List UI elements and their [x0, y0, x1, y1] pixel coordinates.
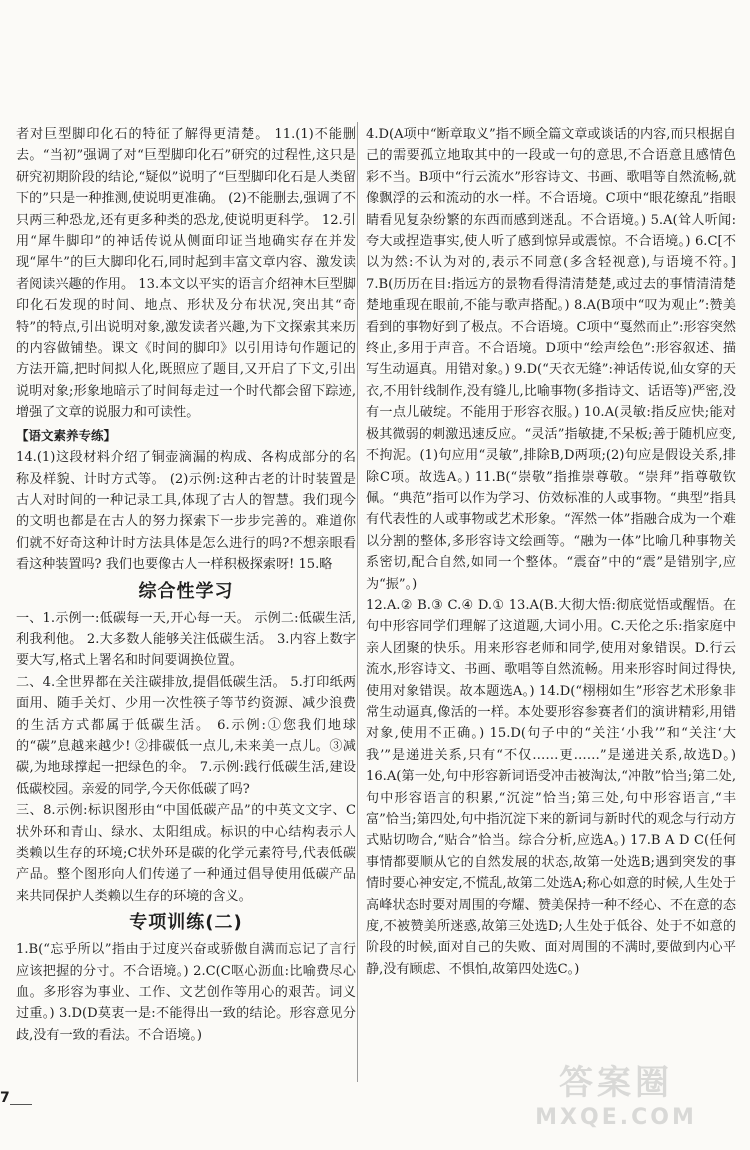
left-column [16, 124, 356, 1046]
watermark-url: MXQE.COM [535, 1105, 697, 1130]
section-title-special-training: 专项训练(二) [129, 912, 243, 934]
page-number-rule [10, 1104, 32, 1105]
answer-paragraph: 者对巨型脚印化石的特征了解得更清楚。 11.(1)不能删去。“当初”强调了对“巨型脚印化石”研究的过程性,这只是研究初期阶段的结论,“疑似”说明了“巨型脚印化石是人类留下的”只是一种推测,使说明更准确。 (2)不能删去,强调了不只两三种恐龙,还有更多种类的恐龙,使说明更科学。 12.引用“犀牛脚印”的神话传说从侧面印证当地确实存在并发现“犀牛”的巨大脚印化石,同时起到丰富文章内容、激发读者阅读兴趣的作用。 13.本文以平实的语言介绍神木巨型脚印化石发现的时间、地点、形状及分布状况,突出其“奇特”的特点,引出说明对象,激发读者兴趣,为下文探索其来历的内容做铺垫。课文《时间的脚印》以引用诗句作题记的方法开篇,把时间拟人化,既照应了题目,又开启了下文,引出说明对象;形象地暗示了时间每走过一个时代都会留下踪迹,增强了文章的说服力和可读性。 [16, 127, 356, 421]
page-number: 7 [0, 1090, 10, 1106]
answer-paragraph: 4.D(A项中“断章取义”指不顾全篇文章或谈话的内容,而只根据自己的需要孤立地取其中的一段或一句的意思,不合语意且感情色彩不当。B项中“行云流水”形容诗文、书画、歌唱等自然流畅,就像飘浮的云和流动的水一样。不合语境。C项中“眼花缭乱”指眼睛看见复杂纷繁的东西而感到迷乱。不合语境。) 5.A(耸人听闻:夸大或捏造事实,使人听了感到惊异或震惊。不合语境。) 6.C[不以为然:不认为对的,表示不同意(多含轻视意),与语境不符。] 7.B(历历在目:指远方的景物看得清清楚楚,或过去的事情清清楚楚地重现在眼前,不能与歌声搭配。) 8.A(B项中“叹为观止”:赞美看到的事物好到了极点。不合语境。C项中“戛然而止”:形容突然终止,多用于声音。不合语境。D项中“绘声绘色”:形容叙述、描写生动逼真。用错对象。) 9.D(“天衣无缝”:神话传说,仙女穿的天衣,不用针线制作,没有缝儿,比喻事物(多指诗文、话语等)严密,没有一点儿破绽。不能用于形容衣服。) 10.A(灵敏:指反应快;能对极其微弱的刺激迅速反应。“灵活”指敏捷,不呆板;善于随机应变,不拘泥。(1)句应用“灵敏”,排除B,D两项;(2)句应是假设关系,排除C项。故选A。) 11.B(“崇敬”指推崇尊敬。“崇拜”指尊敬钦佩。“典范”指可以作为学习、仿效标准的人或事物。“典型”指具有代表性的人或事物或艺术形象。“浑然一体”指融合成为一个难以分割的整体,多形容诗文绘画等。“融为一体”比喻几种事物关系密切,配合自然,如同一个整体。“震奋”中的“震”是错别字,应为“振”。) [366, 127, 736, 592]
column-divider [357, 122, 358, 1082]
answer-item: 二、4.全世界都在关注碳排放,提倡低碳生活。 5.打印纸两面用、随手关灯、少用一次性筷子等节约资源、减少浪费的生活方式都属于低碳生活。 6.示例:①您我们地球的“碳”息越来越少! ②排碳低一点儿,未来美一点儿。③减碳,为地球撑起一把绿色的伞。 7.示例:践行低碳生活,建设低碳校园。亲爱的同学,今天你低碳了吗? [16, 674, 356, 797]
answer-item: 三、8.示例:标识图形由“中国低碳产品”的中英文文字、C状外环和青山、绿水、太阳组成。标识的中心结构表示人类赖以生存的环境;C状外环是碳的化学元素符号,代表低碳产品。整个图形向人们传递了一种通过倡导使用低碳产品来共同保护人类赖以生存的环境的含义。 [16, 803, 356, 904]
answer-paragraph: 14.(1)这段材料介绍了铜壶滴漏的构成、各构成部分的名称及样貌、计时方式等。 (2)示例:这种古老的计时装置是古人对时间的一种记录工具,体现了古人的智慧。我们现今的文明也都是在古人的努力探索下一步步完善的。难道你们就不好奇这种计时方法具体是怎么进行的吗?不想亲眼看看这种装置吗? 我们也要像古人一样积极探索呀! 15.略 [16, 450, 356, 573]
answer-paragraph: 1.B(“忘乎所以”指由于过度兴奋或骄傲自满而忘记了言行应该把握的分寸。不合语境。) 2.C(C呕心沥血:比喻费尽心血。多形容为事业、工作、文艺创作等用心的艰苦。词义过重。) 3.D(D莫衷一是:不能得出一致的结论。形容意见分歧,没有一致的看法。不合语境。) [16, 942, 356, 1043]
section-title-comprehensive-study: 综合性学习 [138, 580, 234, 602]
answer-item: 一、1.示例一:低碳每一天,开心每一天。 示例二:低碳生活,利我利他。 2.大多数人能够关注低碳生活。 3.内容上数字要大写,格式上署名和时间要调换位置。 [16, 610, 356, 669]
watermark-logo-text: 答案圈 [559, 1063, 673, 1103]
section-label: 【语文素养专练】 [16, 427, 117, 443]
watermark [496, 1062, 736, 1142]
answer-paragraph: 12.A.② B.③ C.④ D.① 13.A(B.大彻大悟:彻底觉悟或醒悟。在句中形容同学们理解了这道题,大词小用。C.天伦之乐:指家庭中亲人团聚的快乐。用来形容老师和同学,使用对象错误。D.行云流水,形容诗文、书画、歌唱等自然流畅。用来形容时间过得快,使用对象错误。故本题选A。) 14.D(“栩栩如生”形容艺术形象非常生动逼真,像活的一样。本处要形容参赛者们的演讲精彩,用错对象,使用不正确。) 15.D(句子中的“关注‘小我’”和“关注‘大我’”是递进关系,只有“不仅……更……”是递进关系,故选D。) 16.A(第一处,句中形容新词语受冲击被淘汰,“冲散”恰当;第二处,句中形容语言的积累,“沉淀”恰当;第三处,句中形容语言,“丰富”恰当;第四处,句中指沉淀下来的新词与新时代的观念与行动方式贴切吻合,“贴合”恰当。综合分析,应选A。) 17.B A D C(任何事情都要顺从它的自然发展的状态,故第一处选B;遇到突发的事情时要心神安定,不慌乱,故第二处选A;称心如意的时候,人生处于高峰状态时要对周围的夸耀、赞美保持一种不经心、不在意的态度,不被赞美所迷惑,故第三处选D;人生处于低谷、处于不如意的阶段的时候,面对自己的失败、面对周围的不满时,要做到内心平静,没有顾虑、不惧怕,故第四处选C。) [366, 597, 736, 977]
right-column [366, 124, 736, 980]
